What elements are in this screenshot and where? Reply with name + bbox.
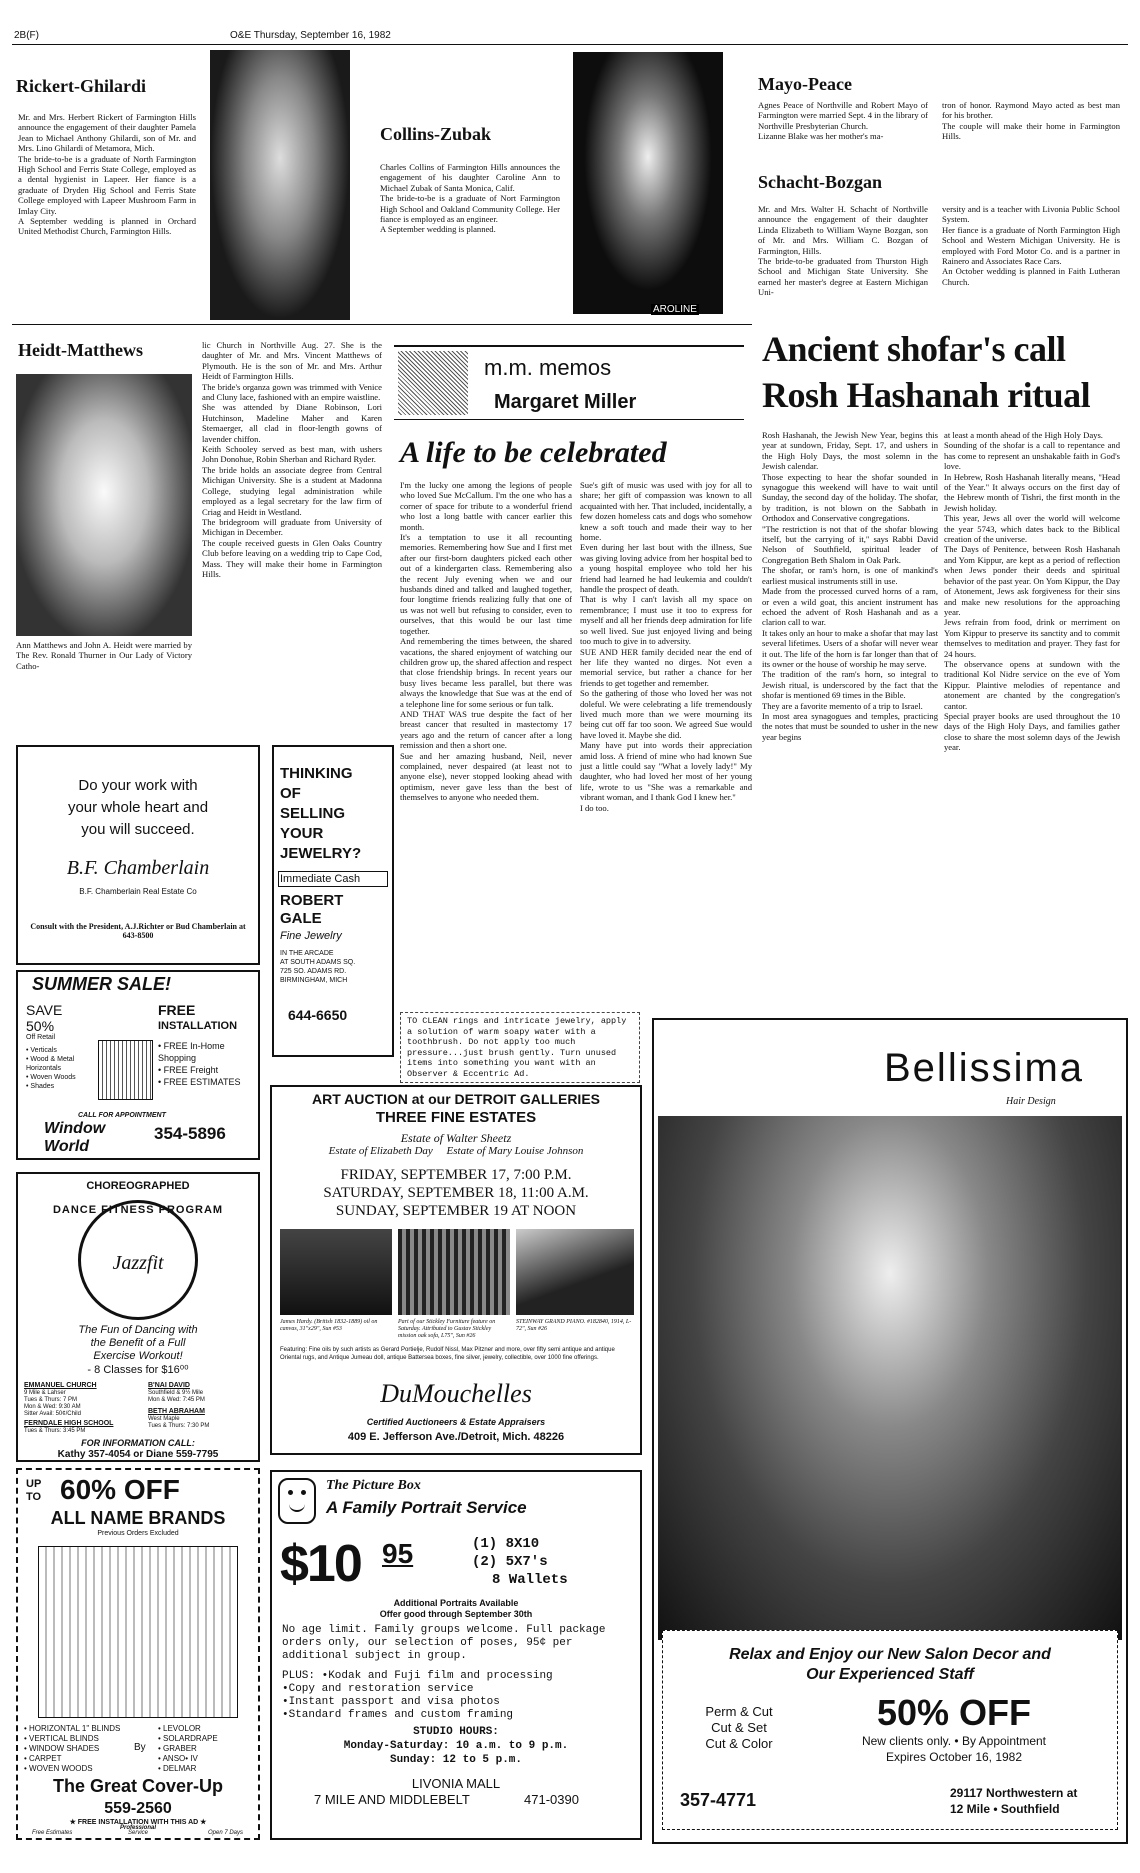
rickert-body: Mr. and Mrs. Herbert Rickert of Farmington Hills announce the engagement of their daughter Pamela Jean to Michael Anthony Ghilardi, son of Mr. and Mrs. Lino Ghilardi of Metamora, Mich. The bride-to-be is a graduate of North Farmington High School and Ferris State College, employed as a dental hygienist in Lapeer. Her fiance is a graduate of Dryden Hig School and Ferris State College employed with Lapeer Mushroom Farm in Imlay City. A September wedding is planned in Orchard United Methodist Church, Farmington Hills.	[18, 112, 196, 237]
coverup-f2: Service	[128, 1830, 149, 1836]
package-2: (2) 5X7's	[472, 1554, 548, 1570]
summer-title: SUMMER SALE!	[32, 974, 171, 994]
coverup-ad	[16, 1468, 260, 1840]
bellissima-head-1: Relax and Enjoy our New Salon Decor and	[729, 1646, 1051, 1663]
dance-tag-1: The Fun of Dancing with	[78, 1324, 198, 1336]
picturebox-ad	[270, 1470, 642, 1840]
loc-emmanuel-detail: 9 Mile & Lahser Tues & Thurs: 7 PM Mon & Wed: 9:30 AM Sitter Avail: 50¢/Child	[24, 1390, 81, 1417]
jeweler-name-2: GALE	[280, 910, 322, 927]
jazzfit-logo: Jazzfit	[112, 1252, 164, 1274]
clean-tip: TO CLEAN rings and intricate jewelry, apply a solution of warm soapy water with a toothbrush. Do not apply too much pressure...just brush gently. Turn unused items into something you want with an Observer & Eccentric Ad.	[400, 1012, 640, 1083]
coverup-pro: Professional	[119, 1825, 156, 1831]
author-sketch	[398, 351, 468, 415]
photo-caption: AROLINE	[653, 304, 697, 315]
mall-phone: 471-0390	[524, 1792, 579, 1807]
shofar-headline-1: Ancient shofar's call	[762, 329, 1066, 369]
loc-beth: BETH ABRAHAM	[148, 1408, 205, 1415]
summer-sale-ad	[16, 970, 260, 1160]
summer-free: FREE	[158, 1002, 196, 1018]
auction-logo: DuMouchelles	[380, 1379, 532, 1408]
window-drawing	[98, 1040, 153, 1100]
memos-headline: A life to be celebrated	[400, 436, 667, 469]
caption-painting: James Hardy. (British 1832-1889) oil on canvas, 31"x29", Sun #53	[280, 1319, 378, 1332]
price-cents: 95	[382, 1538, 414, 1569]
mayo-col1: Agnes Peace of Northville and Robert Mayo of Farmington were married Sept. 4 in the library of Northville Presbyterian Church. Lizanne Blake was her mother's ma-	[758, 100, 928, 142]
coverup-name: The Great Cover-Up	[52, 1776, 224, 1796]
shofar-col2: at least a month ahead of the High Holy Days. Sounding of the shofar is a call to repentance and has come to represent an unshakable faith in God's love. In Hebrew, Rosh Hashanah literally means, "Head of the Year." It always occurs on the first day of the Hebrew month of Tishri, the first month in the Jewish holiday. This year, Jews all over the world will welcome the year 5743, which dates back to the Biblical creation of the universe. The Days of Penitence, between Rosh Hashanah and Yom Kippur, are kept as a period of reflection when Jews ponder their deeds and spiritual behavior of the past year. On Yom Kippur, the Day of Atonement, Jews ask forgiveness for their sins and make new resolutions for the approaching year. Jews refrain from food, drink or merriment on Yom Kippur to preserve its sanctity and to commit themselves to meditation and prayer. They fast for 24 hours. The observance opens at sundown with the traditional Kol Nidre service on the eve of Yom Kippur. Plaintive melodies of repentance and atonement are chanted by the congregation's cantor. Special prayer books are used throughout the 10 days of the High Holy Days, and families gather close to share the most solemn days of the Jewish year.	[944, 430, 1120, 753]
loc-emmanuel: EMMANUEL CHURCH	[24, 1382, 97, 1389]
perm-3: Cut & Color	[705, 1736, 773, 1751]
memos-col2: Sue's gift of music was used with joy for all to share; her gift of compassion was known to all acquainted with her. That included, incidentally, a few dozen homeless cats and dogs who somehow knew a soft touch and made their way to her home. Even during her last bout with the illness, Sue was giving loving advice from her hospital bed to a young hospital employee who told her his friend had learned he had leukemia and couldn't handle the prospect of death. That is why I can't lavish all my space on remembrance; I must use it too to express for myself and all her friends deep admiration for life so well lived. Sue just enjoyed living and being too much to give in to adversity. SUE AND HER family decided near the end of her life they wanted no dirges. Not even a memorial service, but rather a chance for her friends to get together and remember. So the gathering of those who loved her was not doleful. We were celebrating a life tremendously lived much more than we were mourning its being cut off far too soon. We agreed Sue would have loved it. Maybe she did. Many have put into words their appreciation amid loss. A friend of mine who had known Sue just a little could say "What a lovely lady!" My daughter, who had loved her most of her young life, wrote to us "She was a remarkable and vibrant woman, and I thank God I knew her." I do too.	[580, 480, 752, 813]
package-1: (1) 8X10	[472, 1536, 540, 1552]
heidt-title: Heidt-Matthews	[18, 340, 143, 360]
bellissima-sub: Hair Design	[1006, 1096, 1056, 1107]
dance-phones: Kathy 357-4054 or Diane 559-7795	[57, 1449, 219, 1460]
dance-ad	[16, 1172, 260, 1462]
salon-staff-photo	[658, 1116, 1122, 1640]
auction-date-3: SUNDAY, SEPTEMBER 19 AT NOON	[335, 1203, 577, 1219]
bellissima-head-2: Our Experienced Staff	[806, 1666, 974, 1683]
mall-name: LIVONIA MALL	[411, 1776, 501, 1791]
summer-call: CALL FOR APPOINTMENT	[78, 1112, 166, 1119]
summer-items-right: • FREE In-Home Shopping • FREE Freight • FREE ESTIMATES	[158, 1041, 241, 1087]
bellissima-addr-2: 12 Mile • Southfield	[950, 1802, 1060, 1816]
jewelry-jewelry: JEWELRY?	[280, 845, 362, 862]
picturebox-brand: The Picture Box	[326, 1478, 421, 1493]
signature: B.F. Chamberlain	[66, 857, 210, 879]
schacht-col1: Mr. and Mrs. Walter H. Schacht of Northville announce the engagement of their daughter Linda Elizabeth to William Wayne Bozgan, son of Mr. and Mrs. William C. Bozgan of Farmington, Hills. The bride-to-be graduated from Thurston High School and Michigan State University. She earned her master's degree at Eastern Michigan Uni-	[758, 204, 928, 298]
loc-bnai: B'NAI DAVID	[148, 1382, 190, 1389]
rickert-title: Rickert-Ghilardi	[16, 76, 146, 96]
summer-install: INSTALLATION	[158, 1020, 238, 1032]
price-dollars: $10	[280, 1535, 361, 1593]
caption-sofa: Part of our Stickley Furniture feature on Saturday. Attributed to Gustav Stickley mission oak sofa, L75", Sun #26	[398, 1319, 496, 1339]
auction-title-2: THREE FINE ESTATES	[375, 1109, 537, 1126]
summer-phone: 354-5896	[154, 1124, 226, 1143]
heidt-photo	[16, 374, 192, 636]
mall-cross: 7 MILE AND MIDDLEBELT	[314, 1792, 470, 1807]
quote-line-1: Do your work with	[78, 777, 198, 794]
picturebox-title: A Family Portrait Service	[326, 1498, 527, 1517]
collins-body: Charles Collins of Farmington Hills announces the engagement of his daughter Caroline Ann to Michael Zubak of Santa Monica, Calif. The bride-to-be is a graduate of Nort Farmington High School and Oakland Community College. Her fiance is employed as an engineer. A September wedding is planned.	[380, 162, 560, 235]
schacht-title: Schacht-Bozgan	[758, 172, 883, 192]
collins-photo	[573, 52, 723, 314]
auction-ad	[270, 1085, 642, 1455]
jeweler-address: IN THE ARCADE AT SOUTH ADAMS SQ. 725 SO. ADAMS RD. BIRMINGHAM, MICH	[280, 950, 356, 984]
coverup-install: ★ FREE INSTALLATION WITH THIS AD ★	[69, 1819, 207, 1826]
summer-pct: 50%	[26, 1018, 55, 1034]
auction-cert: Certified Auctioneers & Estate Appraisers	[366, 1417, 546, 1427]
studio-hours: STUDIO HOURS:	[413, 1726, 499, 1738]
dance-ring-text: DANCE FITNESS PROGRAM	[52, 1204, 224, 1216]
coverup-excl: Previous Orders Excluded	[97, 1530, 179, 1537]
summer-off: Off Retail	[26, 1034, 56, 1041]
coverup-right-list: • LEVOLOR • SOLARDRAPE • GRABER • ANSO• IV • DELMAR	[158, 1724, 218, 1773]
rickert-photo	[210, 50, 350, 320]
sofa-photo	[398, 1229, 510, 1315]
auction-date-1: FRIDAY, SEPTEMBER 17, 7:00 P.M.	[340, 1167, 572, 1183]
jewelry-of: OF	[280, 785, 301, 802]
mayo-title: Mayo-Peace	[758, 74, 852, 94]
bellissima-exp: Expires October 16, 1982	[885, 1750, 1023, 1764]
summer-items-left: • Verticals • Wood & Metal Horizontals • Woven Woods • Shades	[26, 1047, 76, 1090]
page-number: 2B(F)	[14, 30, 39, 41]
jeweler-phone: 644-6650	[288, 1007, 348, 1023]
immediate-cash: Immediate Cash	[278, 871, 388, 887]
jeweler-name-1: ROBERT	[280, 892, 344, 909]
picturebox-plus: PLUS: •Kodak and Fuji film and processing •Copy and restoration service •Instant passport and visa photos •Standard frames and custom framing	[282, 1670, 553, 1721]
summer-save: SAVE	[26, 1002, 63, 1018]
dance-tag-3: Exercise Workout!	[93, 1350, 183, 1362]
caption-piano: STEINWAY GRAND PIANO. #182840, 1914, L-72", Sun #26	[516, 1319, 632, 1332]
column-kicker: m.m. memos	[484, 355, 612, 380]
column-author: Margaret Miller	[494, 391, 637, 413]
estate-1: Estate of Walter Sheetz	[400, 1131, 512, 1145]
heidt-caption: Ann Matthews and John A. Heidt were married by The Rev. Ronald Thurner in Our Lady of Victory Catho-	[16, 640, 192, 671]
estate-2: Estate of Elizabeth Day Estate of Mary Louise Johnson	[328, 1145, 584, 1157]
shofar-headline-2: Rosh Hashanah ritual	[762, 375, 1091, 415]
camera-icon	[278, 1478, 316, 1524]
coverup-f1: Free Estimates	[32, 1830, 73, 1836]
bellissima-new: New clients only. • By Appointment	[861, 1734, 1047, 1748]
picturebox-body: No age limit. Family groups welcome. Full package orders only, our selection of poses, 95¢ per additional subject in group.	[282, 1624, 606, 1662]
jeweler-sub: Fine Jewelry	[280, 930, 342, 942]
mayo-col2: tron of honor. Raymond Mayo acted as best man for his brother. The couple will make their home in Farmington Hills.	[942, 100, 1120, 142]
bellissima-ad	[652, 1018, 1128, 1844]
schacht-col2: versity and is a teacher with Livonia Public School System. Her fiance is a graduate of North Farmington High School and Western Michigan University. He is employed with Ford Motor Co. and is a partner in Rainero and Associates Race Cars. An October wedding is planned in Faith Lutheran Church.	[942, 204, 1120, 287]
painting-photo	[280, 1229, 392, 1315]
jewelry-selling: SELLING	[280, 805, 346, 822]
addl-portraits: Additional Portraits Available	[393, 1598, 519, 1608]
hours-weekday: Monday-Saturday: 10 a.m. to 9 p.m.	[343, 1740, 569, 1752]
shofar-col1: Rosh Hashanah, the Jewish New Year, begins this year at sundown, Friday, Sept. 17, and ushers in the High Holy Days, the most solemn in the Jewish calendar. Those expecting to hear the shofar sounded in synagogue this weekend will have to wait until Sunday, the second day of the holiday. The shofar, by tradition, is not blown on the Sabbath in Orthodox and Conservative congregations. "The restriction is not that of the shofar blowing itself, but the carrying of it," says Rabbi David Nelson of Southfield, spiritual leader of Congregation Beth Shalom in Oak Park. The shofar, or ram's horn, is one of mankind's earliest musical instruments still in use. Made from the processed curved horns of a ram, or even a wild goat, this ancient instrument has echoed the advent of Rosh Hashanah and as a clarion call to war. It takes only an hour to make a shofar that may last several lifetimes. Users of a shofar will never wear it out. The life of the horn is far longer than that of its owner or the house of worship he may serve. The tradition of the ram's horn, so integral to Jewish ritual, is underscored by the fact that the shofar is mentioned 69 times in the Bible. They are a favorite memento of a trip to Israel. In most area synagogues and temples, practicing the notes that must be sounded to usher in the new year begins	[762, 430, 938, 742]
coverup-brands: ALL NAME BRANDS	[50, 1508, 226, 1528]
bellissima-phone: 357-4771	[680, 1790, 757, 1810]
perm-2: Cut & Set	[711, 1720, 767, 1735]
loc-beth-detail: West Maple Tues & Thurs: 7:30 PM	[148, 1416, 210, 1429]
dance-info: FOR INFORMATION CALL:	[81, 1438, 195, 1448]
coverup-upto: UP TO	[26, 1478, 42, 1503]
bellissima-offer: 50% OFF	[876, 1692, 1032, 1733]
perm-1: Perm & Cut	[705, 1704, 773, 1719]
jewelry-ad	[272, 745, 394, 1057]
summer-brand-1: Window	[44, 1120, 106, 1137]
memos-col1: I'm the lucky one among the legions of people who loved Sue McCallum. I'm the one who has a corner of space for tribute to a wonderful friend who lost a long battle with cancer earlier this month. It's a temptation to use it all recounting memories. Remembering how Sue and I first met after our first-born daughters picked each other out of a kindergarten class. Remembering also the recent July evening when we and our husbands dined and talked and laughed together, four longtime friends realizing fully that one of us was not well but refusing to consider, even to ourselves, that this would be our last time together. And remembering the times between, the shared vacations, the shared enjoyment of watching our children grow up, the shared affection and respect that close friendship brings. In recent years our busy lives became less parallel, but there was always the knowledge that Sue was at the end of a telephone line for some serious or fun talk. AND THAT WAS true despite the fact of her breast cancer that resulted in mastectomy 17 years ago and the return of cancer after a long remission and then a short one. Sue and her amazing husband, Neil, never complained, never despaired (at least not to anyone else), never stopped looking ahead with optimism, never gave less than the best of themselves to anyone who needed them.	[400, 480, 572, 803]
chamberlain-ad	[16, 745, 260, 965]
collins-title: Collins-Zubak	[380, 124, 492, 144]
dance-tag-4: - 8 Classes for $16⁰⁰	[87, 1364, 189, 1376]
quote-line-3: you will succeed.	[81, 821, 195, 838]
consult-line: Consult with the President, A.J.Richter or Bud Chamberlain at 643-8500	[30, 922, 246, 940]
jewelry-thinking: THINKING	[280, 765, 353, 782]
memos-header	[394, 345, 744, 420]
quote-line-2: your whole heart and	[67, 799, 209, 816]
company-name: B.F. Chamberlain Real Estate Co	[79, 887, 197, 896]
summer-brand-2: World	[44, 1138, 90, 1155]
coverup-by: By	[134, 1742, 146, 1753]
bellissima-addr-1: 29117 Northwestern at	[950, 1786, 1078, 1800]
auction-featuring: Featuring: Fine oils by such artists as Gerard Portielje, Rudolf Nissl, Max Pitzner and more, over fifty semi antique and antique Oriental rugs, and Antique Jumeau doll, antique Battersea boxes, fine silver, jewelry, collectible, over 1000 fine offerings.	[280, 1347, 615, 1361]
bellissima-logo: Bellissima	[884, 1046, 1085, 1090]
blinds-drawing	[38, 1546, 238, 1718]
paper-dateline: O&E Thursday, September 16, 1982	[230, 30, 391, 41]
coverup-pct: 60% OFF	[60, 1474, 180, 1505]
heidt-body: lic Church in Northville Aug. 27. She is the daughter of Mr. and Mrs. Vincent Matthews of Plymouth. He is the son of Mr. and Mrs. Arthur Heidt of Farmington Hills. The bride's organza gown was trimmed with Venice and Cluny lace, fashioned with an empire waistline. She was attended by Diane Robinson, Lori Hutchinson, Madeline Maher and Karen Stemaerger, all clad in floor-length gowns of lavender chiffon. Keith Schooley served as best man, with ushers John Donohue, Robin Sherban and Richard Ryder. The bride holds an associate degree from Central Michigan University. She is a student at Madonna College, studying legal administration while employed as a legal secretary for the law firm of Criag and Heidt in Westland. The bridegroom will graduate from University of Michigan in December. The couple received guests in Glen Oaks Country Club before leaving on a wedding trip to Cape Cod, Mass. They will make their home in Farmington Hills.	[202, 340, 382, 579]
piano-photo	[516, 1229, 634, 1315]
loc-bnai-detail: Southfield & 9½ Mile Mon & Wed: 7:45 PM	[148, 1390, 205, 1403]
loc-ferndale-detail: Tues & Thurs: 3:45 PM	[24, 1428, 86, 1434]
hours-sunday: Sunday: 12 to 5 p.m.	[389, 1754, 523, 1766]
offer-good: Offer good through September 30th	[379, 1609, 533, 1619]
jewelry-your: YOUR	[280, 825, 324, 842]
auction-title-1: ART AUCTION at our DETROIT GALLERIES	[311, 1091, 601, 1107]
loc-ferndale: FERNDALE HIGH SCHOOL	[24, 1420, 114, 1427]
dance-tag-2: the Benefit of a Full	[90, 1337, 186, 1349]
coverup-left-list: • HORIZONTAL 1" BLINDS • VERTICAL BLINDS • WINDOW SHADES • CARPET • WOVEN WOODS	[24, 1724, 121, 1773]
coverup-phone: 559-2560	[104, 1800, 172, 1817]
auction-date-2: SATURDAY, SEPTEMBER 18, 11:00 A.M.	[323, 1185, 589, 1201]
auction-address: 409 E. Jefferson Ave./Detroit, Mich. 48226	[347, 1431, 565, 1443]
coverup-f3: Open 7 Days	[208, 1830, 244, 1836]
package-3: 8 Wallets	[492, 1572, 568, 1588]
dance-choreographed: CHOREOGRAPHED	[86, 1180, 190, 1192]
